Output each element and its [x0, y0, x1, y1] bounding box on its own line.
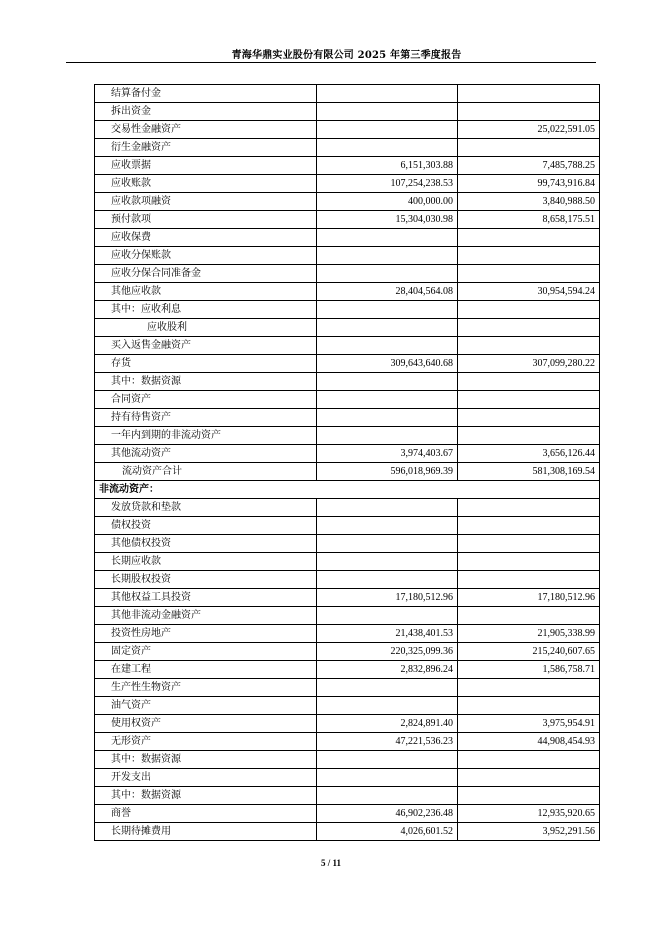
- period-end-value: [317, 229, 458, 247]
- page-number: 5 / 11: [320, 858, 341, 868]
- table-row: [95, 175, 600, 193]
- row-label: 拆出资金: [95, 103, 317, 121]
- table-row: [95, 517, 600, 535]
- period-end-value: [317, 607, 458, 625]
- table-row: [95, 391, 600, 409]
- period-end-value: [317, 319, 458, 337]
- prior-year-end-value: [458, 409, 600, 427]
- period-end-value: [317, 391, 458, 409]
- table-row: [95, 553, 600, 571]
- period-end-value: [317, 139, 458, 157]
- period-end-value: [317, 337, 458, 355]
- table-row: [95, 373, 600, 391]
- table-row: [95, 823, 600, 841]
- prior-year-end-value: 3,840,988.50: [458, 193, 600, 211]
- row-label: 应收保费: [95, 229, 317, 247]
- prior-year-end-value: [458, 139, 600, 157]
- period-end-value: [317, 247, 458, 265]
- prior-year-end-value: 7,485,788.25: [458, 157, 600, 175]
- period-end-value: [317, 697, 458, 715]
- table-row: [95, 301, 600, 319]
- report-header: 青海华鼎实业股份有限公司 2025 年第三季度报告: [231, 50, 462, 61]
- table-row: [95, 661, 600, 679]
- prior-year-end-value: 25,022,591.05: [458, 121, 600, 139]
- prior-year-end-value: [458, 607, 600, 625]
- row-label: 存货: [95, 355, 317, 373]
- prior-year-end-value: [458, 499, 600, 517]
- period-end-value: [317, 553, 458, 571]
- row-label: 其他权益工具投资: [95, 589, 317, 607]
- period-end-value: 47,221,536.23: [317, 733, 458, 751]
- table-row: [95, 751, 600, 769]
- row-label: 应收账款: [95, 175, 317, 193]
- prior-year-end-value: [458, 301, 600, 319]
- row-label: 长期待摊费用: [95, 823, 317, 841]
- table-row: [95, 769, 600, 787]
- prior-year-end-value: 215,240,607.65: [458, 643, 600, 661]
- period-end-value: [317, 769, 458, 787]
- prior-year-end-value: [458, 103, 600, 121]
- period-end-value: [317, 409, 458, 427]
- prior-year-end-value: 3,656,126.44: [458, 445, 600, 463]
- row-label: 其他非流动金融资产: [95, 607, 317, 625]
- table-row: [95, 139, 600, 157]
- table-row: [95, 805, 600, 823]
- row-label: 其他债权投资: [95, 535, 317, 553]
- table-row: [95, 85, 600, 103]
- table-row: [95, 283, 600, 301]
- prior-year-end-value: [458, 229, 600, 247]
- table-row: [95, 355, 600, 373]
- table-row: [95, 337, 600, 355]
- row-label: 使用权资产: [95, 715, 317, 733]
- row-label: 合同资产: [95, 391, 317, 409]
- row-label: 持有待售资产: [95, 409, 317, 427]
- prior-year-end-value: [458, 337, 600, 355]
- period-end-value: 220,325,099.36: [317, 643, 458, 661]
- table-row: [95, 265, 600, 283]
- period-end-value: [317, 301, 458, 319]
- prior-year-end-value: 99,743,916.84: [458, 175, 600, 193]
- row-label: 长期股权投资: [95, 571, 317, 589]
- period-end-value: 15,304,030.98: [317, 211, 458, 229]
- row-label: 应收股利: [95, 319, 317, 337]
- prior-year-end-value: [458, 319, 600, 337]
- row-label: 在建工程: [95, 661, 317, 679]
- table-row: [95, 247, 600, 265]
- period-end-value: [317, 85, 458, 103]
- period-end-value: 17,180,512.96: [317, 589, 458, 607]
- prior-year-end-value: 17,180,512.96: [458, 589, 600, 607]
- row-label: 无形资产: [95, 733, 317, 751]
- period-end-value: [317, 751, 458, 769]
- row-label: 固定资产: [95, 643, 317, 661]
- period-end-value: [317, 265, 458, 283]
- prior-year-end-value: [458, 697, 600, 715]
- row-label: 交易性金融资产: [95, 121, 317, 139]
- period-end-value: 400,000.00: [317, 193, 458, 211]
- period-end-value: [317, 787, 458, 805]
- period-end-value: 309,643,640.68: [317, 355, 458, 373]
- prior-year-end-value: [458, 373, 600, 391]
- table-row: [95, 211, 600, 229]
- table-row: [95, 103, 600, 121]
- period-end-value: 4,026,601.52: [317, 823, 458, 841]
- row-label: 开发支出: [95, 769, 317, 787]
- section-row: [95, 481, 600, 499]
- row-label: 流动资产合计: [95, 463, 317, 481]
- row-label: 长期应收款: [95, 553, 317, 571]
- header-rule: [66, 62, 596, 63]
- row-label: 应收分保账款: [95, 247, 317, 265]
- prior-year-end-value: [458, 553, 600, 571]
- prior-year-end-value: [458, 85, 600, 103]
- row-label: 应收票据: [95, 157, 317, 175]
- row-label: 油气资产: [95, 697, 317, 715]
- row-label: 商誉: [95, 805, 317, 823]
- table-row: [95, 121, 600, 139]
- period-end-value: [317, 499, 458, 517]
- period-end-value: 28,404,564.08: [317, 283, 458, 301]
- prior-year-end-value: 30,954,594.24: [458, 283, 600, 301]
- row-label: 应收款项融资: [95, 193, 317, 211]
- row-label: 一年内到期的非流动资产: [95, 427, 317, 445]
- row-label: 衍生金融资产: [95, 139, 317, 157]
- prior-year-end-value: 21,905,338.99: [458, 625, 600, 643]
- period-end-value: [317, 121, 458, 139]
- row-label: 预付款项: [95, 211, 317, 229]
- period-end-value: [317, 103, 458, 121]
- period-end-value: [317, 571, 458, 589]
- row-label: 结算备付金: [95, 85, 317, 103]
- table-row: [95, 715, 600, 733]
- prior-year-end-value: [458, 265, 600, 283]
- table-row: [95, 499, 600, 517]
- prior-year-end-value: [458, 427, 600, 445]
- table-row: [95, 643, 600, 661]
- table-row: [95, 193, 600, 211]
- row-label: 其中：数据资源: [95, 373, 317, 391]
- table-row: [95, 445, 600, 463]
- table-row: [95, 229, 600, 247]
- table-row: [95, 157, 600, 175]
- balance-sheet-body: [95, 85, 600, 841]
- period-end-value: 596,018,969.39: [317, 463, 458, 481]
- period-end-value: 3,974,403.67: [317, 445, 458, 463]
- row-label: 其他流动资产: [95, 445, 317, 463]
- row-label: 其中：应收利息: [95, 301, 317, 319]
- row-label: 买入返售金融资产: [95, 337, 317, 355]
- row-label: 其中：数据资源: [95, 787, 317, 805]
- period-end-value: 6,151,303.88: [317, 157, 458, 175]
- prior-year-end-value: [458, 391, 600, 409]
- period-end-value: [317, 373, 458, 391]
- prior-year-end-value: 3,975,954.91: [458, 715, 600, 733]
- prior-year-end-value: [458, 517, 600, 535]
- table-row: [95, 463, 600, 481]
- prior-year-end-value: [458, 769, 600, 787]
- table-row: [95, 733, 600, 751]
- row-label: 生产性生物资产: [95, 679, 317, 697]
- table-row: [95, 607, 600, 625]
- period-end-value: 21,438,401.53: [317, 625, 458, 643]
- prior-year-end-value: [458, 571, 600, 589]
- row-label: 其他应收款: [95, 283, 317, 301]
- prior-year-end-value: 3,952,291.56: [458, 823, 600, 841]
- row-label: 其中：数据资源: [95, 751, 317, 769]
- period-end-value: [317, 427, 458, 445]
- prior-year-end-value: [458, 679, 600, 697]
- table-row: [95, 679, 600, 697]
- row-label: 债权投资: [95, 517, 317, 535]
- period-end-value: 2,824,891.40: [317, 715, 458, 733]
- row-label: 投资性房地产: [95, 625, 317, 643]
- prior-year-end-value: 12,935,920.65: [458, 805, 600, 823]
- table-row: [95, 697, 600, 715]
- prior-year-end-value: [458, 247, 600, 265]
- prior-year-end-value: 8,658,175.51: [458, 211, 600, 229]
- period-end-value: 2,832,896.24: [317, 661, 458, 679]
- section-label: 非流动资产：: [95, 481, 600, 499]
- period-end-value: 107,254,238.53: [317, 175, 458, 193]
- table-row: [95, 571, 600, 589]
- prior-year-end-value: 581,308,169.54: [458, 463, 600, 481]
- period-end-value: [317, 679, 458, 697]
- prior-year-end-value: [458, 535, 600, 553]
- table-row: [95, 535, 600, 553]
- table-row: [95, 409, 600, 427]
- row-label: 发放贷款和垫款: [95, 499, 317, 517]
- table-row: [95, 589, 600, 607]
- period-end-value: [317, 535, 458, 553]
- period-end-value: [317, 517, 458, 535]
- period-end-value: 46,902,236.48: [317, 805, 458, 823]
- table-row: [95, 319, 600, 337]
- prior-year-end-value: 44,908,454.93: [458, 733, 600, 751]
- table-row: [95, 787, 600, 805]
- prior-year-end-value: [458, 751, 600, 769]
- balance-sheet-table: [94, 84, 600, 841]
- prior-year-end-value: 307,099,280.22: [458, 355, 600, 373]
- prior-year-end-value: 1,586,758.71: [458, 661, 600, 679]
- table-row: [95, 625, 600, 643]
- row-label: 应收分保合同准备金: [95, 265, 317, 283]
- prior-year-end-value: [458, 787, 600, 805]
- table-row: [95, 427, 600, 445]
